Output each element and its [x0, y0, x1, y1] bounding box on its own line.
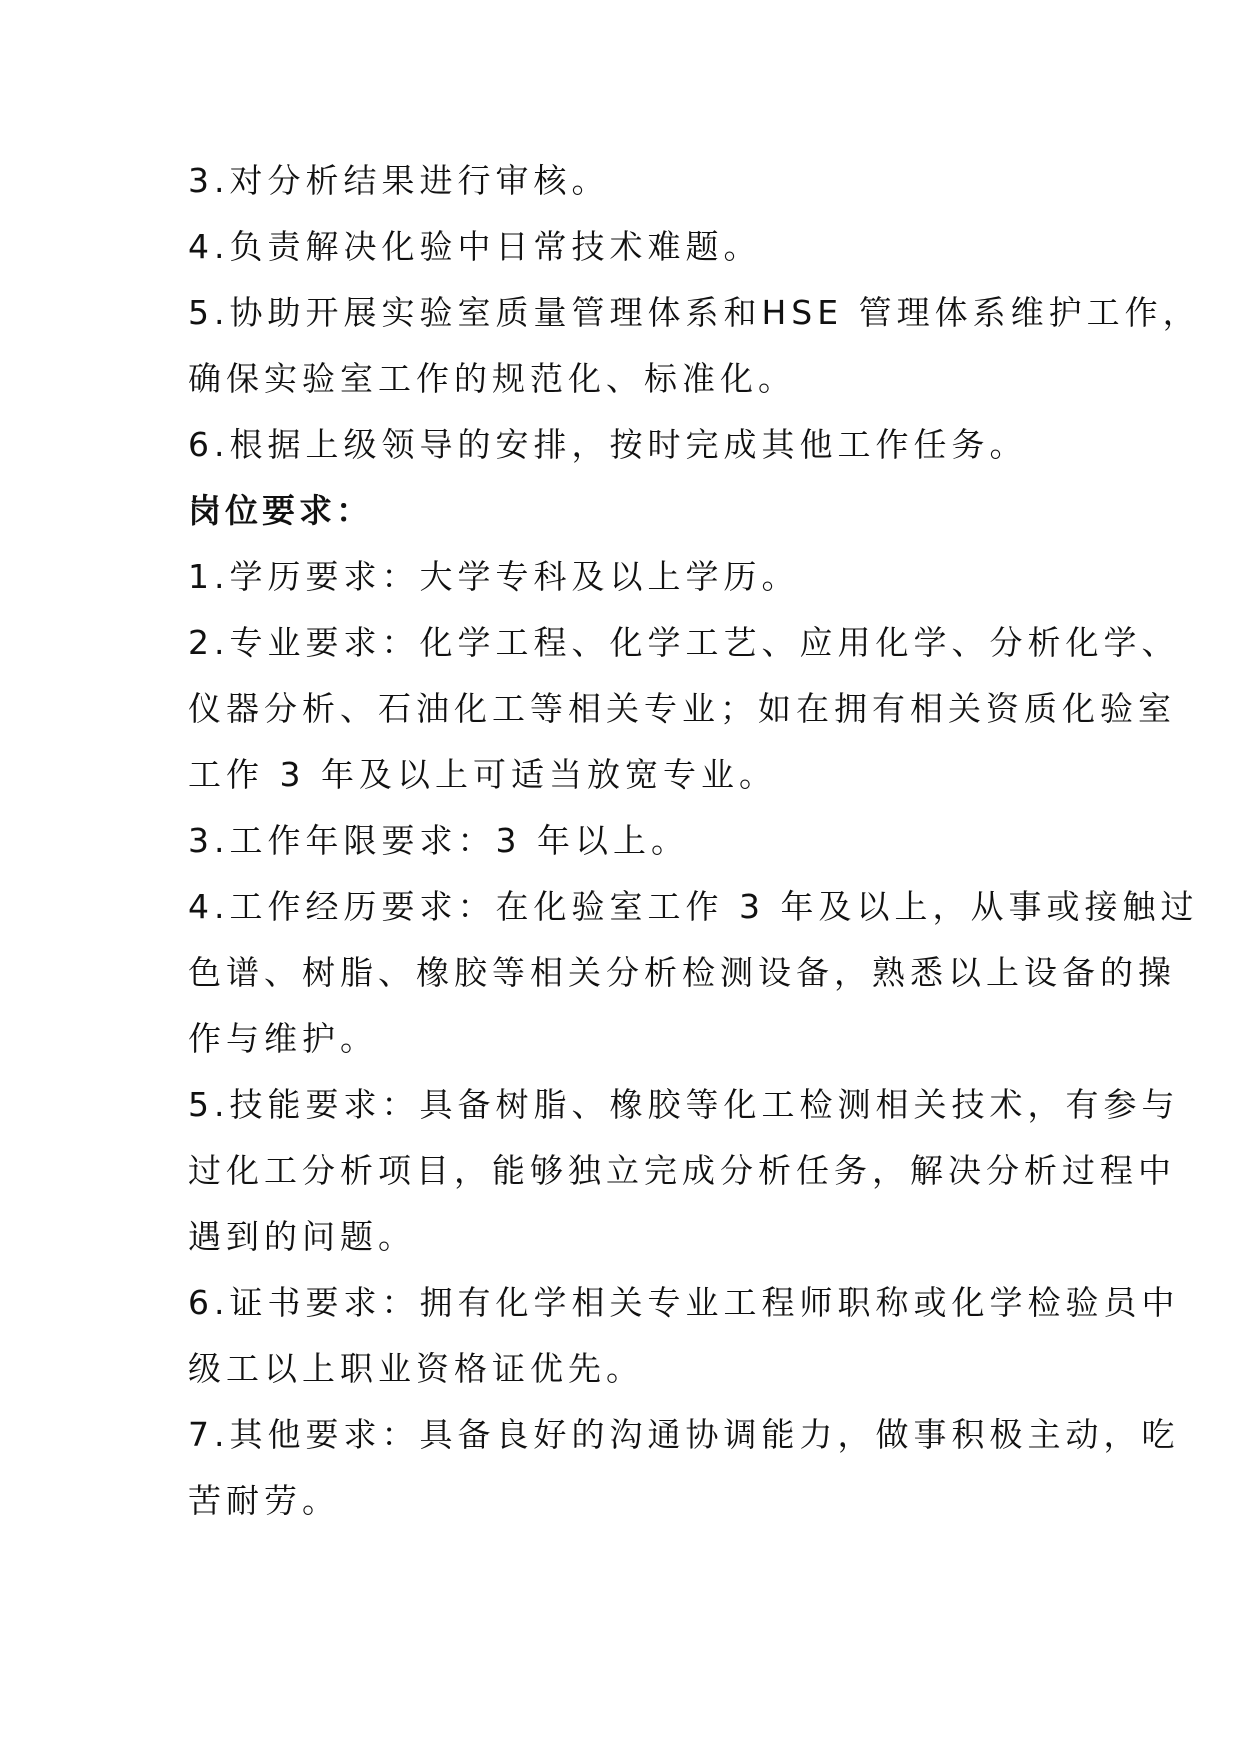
duty-item-3: 3.对分析结果进行审核。 [188, 161, 610, 200]
requirement-line: 作与维护。 [188, 1019, 378, 1058]
requirements-heading: 岗位要求： [188, 491, 373, 530]
requirement-line: 色谱、树脂、橡胶等相关分析检测设备，熟悉以上设备的操 [188, 953, 1176, 992]
requirement-line: 2.专业要求：化学工程、化学工艺、应用化学、分析化学、 [188, 623, 1180, 662]
requirement-line: 仪器分析、石油化工等相关专业；如在拥有相关资质化验室 [188, 689, 1176, 728]
duty-item-5-line-1: 5.协助开展实验室质量管理体系和HSE 管理体系维护工作， [188, 293, 1201, 332]
requirement-line: 1.学历要求：大学专科及以上学历。 [188, 557, 800, 596]
requirement-line: 3.工作年限要求：3 年以上。 [188, 821, 689, 860]
requirement-line: 6.证书要求：拥有化学相关专业工程师职称或化学检验员中 [188, 1283, 1180, 1322]
requirement-line: 过化工分析项目，能够独立完成分析任务，解决分析过程中 [188, 1151, 1176, 1190]
requirement-line: 4.工作经历要求：在化验室工作 3 年及以上，从事或接触过 [188, 887, 1199, 926]
requirement-line: 5.技能要求：具备树脂、橡胶等化工检测相关技术，有参与 [188, 1085, 1180, 1124]
requirement-line: 苦耐劳。 [188, 1481, 340, 1520]
requirement-line: 工作 3 年及以上可适当放宽专业。 [188, 755, 777, 794]
requirement-line: 7.其他要求：具备良好的沟通协调能力，做事积极主动，吃 [188, 1415, 1180, 1454]
requirement-line: 遇到的问题。 [188, 1217, 416, 1256]
duty-item-4: 4.负责解决化验中日常技术难题。 [188, 227, 762, 266]
duty-item-5-line-2: 确保实验室工作的规范化、标准化。 [188, 359, 796, 398]
duty-item-6: 6.根据上级领导的安排，按时完成其他工作任务。 [188, 425, 1028, 464]
requirement-line: 级工以上职业资格证优先。 [188, 1349, 644, 1388]
document-body [188, 148, 1201, 1534]
